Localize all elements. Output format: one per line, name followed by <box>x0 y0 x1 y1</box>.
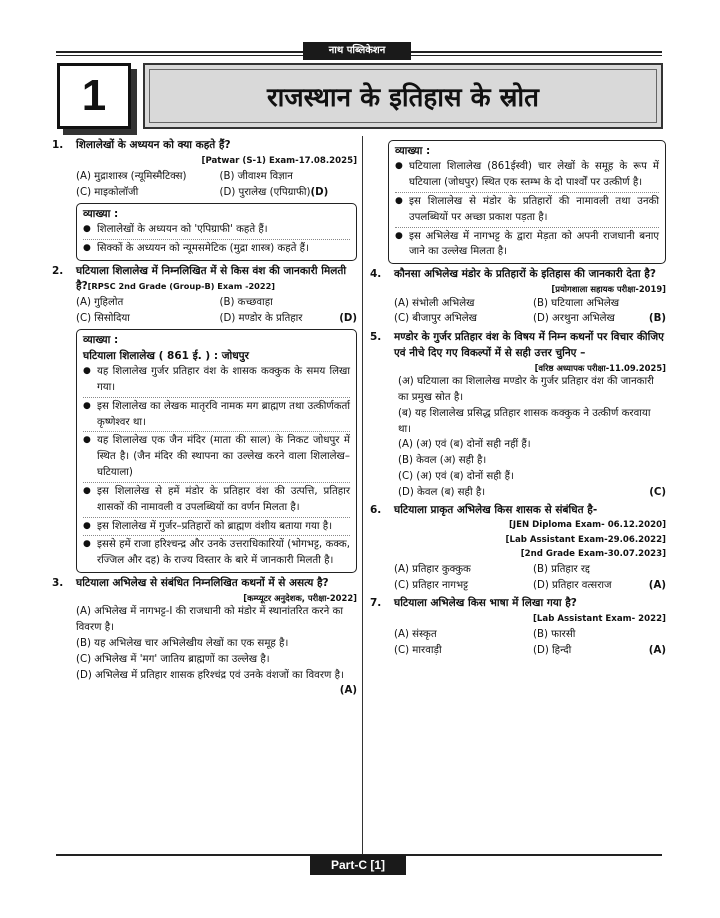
question-text: घटियाला अभिलेख किस भाषा में लिखा गया है? <box>394 597 577 610</box>
exam-source: [JEN Diploma Exam- 06.12.2020] <box>508 520 666 531</box>
question-number: 3. <box>52 576 64 589</box>
separator <box>83 517 350 518</box>
answer: (C) <box>649 486 666 498</box>
option-d-row <box>398 485 666 501</box>
options <box>394 562 666 594</box>
explanation-text: इस शिलालेख का लेखक मातृरवि नामक मग ब्राह्मण तथा उत्कीर्णकर्ता कृष्णेश्वर था। <box>97 400 350 428</box>
exam-source: [Lab Assistant Exam- 2022] <box>533 613 666 624</box>
bullet-icon: ● <box>83 520 91 531</box>
option-b: (B) यह अभिलेख चार अभिलेखीय लेखों का एक समूह है। <box>76 637 289 649</box>
option-d-row <box>533 311 666 327</box>
question-4 <box>370 267 666 295</box>
option-a: (A) संभोली अभिलेख <box>394 297 475 309</box>
option-b: (B) फारसी <box>533 629 576 641</box>
statement: (अ) घटियाला का शिलालेख मण्डोर के गुर्जर प्रतिहार वंश की जानकारी का प्रमुख स्रोत है। <box>398 376 654 404</box>
option-b: (B) जीवाश्म विज्ञान <box>219 171 293 183</box>
explanation-text: इस शिलालेख में गुर्जर–प्रतिहारों को ब्राह्मण वंशीय बताया गया है। <box>97 520 333 532</box>
bullet-icon: ● <box>83 485 91 496</box>
explanation-text: यह शिलालेख गुर्जर प्रतिहार वंश के शासक कक्कुक के समय लिखा गया। <box>97 366 350 394</box>
question-3 <box>52 576 357 604</box>
exam-source: [वरिष्ठ अध्यापक परीक्षा-11.09.2025] <box>534 362 666 373</box>
option-b: (B) केवल (अ) सही है। <box>398 455 487 467</box>
bullet-icon: ● <box>83 400 91 411</box>
question-7 <box>370 596 666 612</box>
option-d: (D) अरथुना अभिलेख <box>533 313 615 325</box>
explanation-item <box>83 399 350 431</box>
explanation-item <box>83 241 350 257</box>
option-d-row <box>533 643 666 659</box>
explanation-item <box>83 484 350 516</box>
explanation-text: सिक्कों के अध्ययन को न्यूमसमेटिक (मुद्रा शास्त्र) कहते हैं। <box>97 242 309 254</box>
explanation-text: यह शिलालेख एक जैन मंदिर (माता की साल) के निकट जोधपुर में स्थित है। (जैन मंदिर की स्थापना का उल्लेख करने वाला शिलालेख–घटियाला) <box>97 435 350 479</box>
option-c: (C) अभिलेख में 'मग' जातिय ब्राह्मणों का उल्लेख है। <box>76 653 270 665</box>
option-c: (C) बीजापुर अभिलेख <box>394 313 477 325</box>
options <box>394 296 666 328</box>
explanation-heading: व्याख्या : <box>83 333 119 346</box>
separator <box>395 192 659 193</box>
question-text-body: मण्डोर के गुर्जर प्रतिहार वंश के विषय में निम्न कथनों पर विचार कीजिए एवं नीचे दिए गए विकल्पों में से सही उत्तर चुनिए – <box>394 331 664 359</box>
question-number: 5. <box>370 331 382 344</box>
separator <box>395 227 659 228</box>
bullet-icon: ● <box>395 195 403 206</box>
explanation-text: इससे हमें राजा हरिश्चन्द्र और उनके उत्तराधिकारियों (भोगभट्ट, कक्क, रज्जिल और दह) के राज्य विस्तार के बारे में जानकारी मिलती है। <box>97 539 350 567</box>
column-divider <box>362 136 363 854</box>
option-a: (A) (अ) एवं (ब) दोनों सही नहीं हैं। <box>398 439 531 451</box>
option-a: (A) संस्कृत <box>394 629 437 641</box>
explanation-item <box>83 537 350 569</box>
options <box>394 627 666 659</box>
option-d: (D) मण्डोर के प्रतिहार <box>219 312 303 324</box>
explanation-text: घटियाला शिलालेख (861ईस्वी) चार लेखों के समूह के रूप में घटियाला (जोधपुर) स्थित एक स्तम्भ के दो पार्श्वों पर उत्कीर्ण है। <box>409 161 659 189</box>
question-number: 1. <box>52 139 64 151</box>
exam-source: [2nd Grade Exam-30.07.2023] <box>520 549 666 560</box>
explanation-item <box>395 194 659 226</box>
question-text: घटियाला प्राकृत अभिलेख किस शासक से संबंधित है- <box>394 503 598 516</box>
separator <box>83 535 350 536</box>
options <box>76 295 357 327</box>
explanation-item <box>83 222 350 238</box>
statement: (ब) यह शिलालेख प्रसिद्ध प्रतिहार शासक कक्कुक ने उत्कीर्ण करवाया था। <box>398 407 651 435</box>
question-text <box>394 330 666 374</box>
page-number: Part-C [1] <box>310 855 406 875</box>
option-a: (A) अभिलेख में नागभट्ट-I की राजधानी को मंडोर में स्थानांतरित करने का विवरण है। <box>76 606 343 634</box>
question-text: शिलालेखों के अध्ययन को क्या कहते हैं? <box>76 139 231 151</box>
question-number: 6. <box>370 503 382 516</box>
explanation-box <box>76 203 357 261</box>
option-c: (C) सिसोदिया <box>76 312 130 324</box>
question-text-body: कौनसा अभिलेख मंडोर के प्रतिहारों के इतिहास की जानकारी देता है? <box>394 268 656 281</box>
explanation-subheading: घटियाला शिलालेख ( 861 ई. ) : जोधपुर <box>83 349 249 362</box>
option-d-row <box>220 311 358 327</box>
option-d: (D) हिन्दी <box>533 644 572 656</box>
explanation-item <box>83 433 350 480</box>
answer: (A) <box>648 580 666 592</box>
chapter-title-box <box>143 63 663 129</box>
option-d-row <box>76 668 357 697</box>
option-c: (C) (अ) एवं (ब) दोनों सही हैं। <box>398 471 514 483</box>
question-1 <box>52 138 357 154</box>
explanation-item <box>395 229 659 261</box>
option-d: (D) पुरालेख (एपिग्राफी) <box>219 186 311 198</box>
exam-source: [Lab Assistant Exam-29.06.2022] <box>505 534 666 545</box>
bullet-icon: ● <box>83 435 91 446</box>
exam-source: [प्रयोगशाला सहायक परीक्षा-2019] <box>551 283 666 294</box>
separator <box>83 431 350 432</box>
answer: (D) <box>339 312 357 324</box>
question-text <box>76 576 357 604</box>
answer: (D) <box>310 186 329 198</box>
question-text-body: घटियाला अभिलेख से संबंधित निम्नलिखित कथनों में से असत्य है? <box>76 576 329 589</box>
option-a: (A) मुद्राशास्त्र (न्यूमिस्मैटिक्स) <box>76 171 187 183</box>
left-column <box>52 138 357 699</box>
explanation-text: इस शिलालेख से मंडोर के प्रतिहारों की नामावली तथा उनकी उपलब्धियों पर अच्छा प्रकाश पड़ता है। <box>409 195 659 223</box>
option-a: (A) प्रतिहार कुक्कुक <box>394 564 471 576</box>
exam-source: [कम्प्यूटर अनुदेशक, परीक्षा-2022] <box>243 592 357 603</box>
bullet-icon: ● <box>83 539 91 550</box>
option-c: (C) प्रतिहार नागभट्ट <box>394 580 469 592</box>
question-2 <box>52 264 357 296</box>
bullet-icon: ● <box>83 366 91 377</box>
separator <box>83 397 350 398</box>
question-text <box>394 267 666 295</box>
option-d: (D) अभिलेख में प्रतिहार शासक हरिश्चंद्र एवं उनके वंशजों का विवरण है। <box>76 669 344 681</box>
explanation-box <box>388 140 666 264</box>
exam-source: [Patwar (S-1) Exam-17.08.2025] <box>201 155 357 166</box>
bullet-icon: ● <box>83 223 91 234</box>
explanation-text: इस अभिलेख में नागभट्ट के द्वारा मेड़ता को अपनी राजधानी बनाए जाने का उल्लेख मिलता है। <box>409 230 659 258</box>
publisher-label: नाथ पब्लिकेशन <box>303 42 411 60</box>
option-d: (D) प्रतिहार वत्सराज <box>533 580 612 592</box>
question-number: 4. <box>370 268 382 281</box>
right-column <box>370 138 666 659</box>
explanation-item <box>395 159 659 191</box>
question-6 <box>370 503 666 519</box>
separator <box>83 482 350 483</box>
question-text-body: घटियाला शिलालेख में निम्नलिखित में से किस वंश की जानकारी मिलती है? <box>76 264 347 293</box>
answer: (A) <box>648 644 666 656</box>
explanation-heading: व्याख्या : <box>395 145 431 157</box>
options <box>76 169 357 201</box>
question-number: 2. <box>52 264 64 277</box>
bullet-icon: ● <box>395 230 403 241</box>
option-d: (D) केवल (ब) सही है। <box>398 486 486 498</box>
option-c: (C) माइकोलॉजी <box>76 186 139 198</box>
option-c: (C) मारवाड़ी <box>394 644 442 656</box>
chapter-number: 1 <box>57 63 131 129</box>
option-b: (B) कच्छवाहा <box>219 297 273 309</box>
explanation-text: शिलालेखों के अध्ययन को 'एपिग्राफी' कहते हैं। <box>97 223 268 235</box>
explanation-heading: व्याख्या : <box>83 207 119 220</box>
answer: (A) <box>339 685 357 697</box>
question-5 <box>370 330 666 374</box>
chapter-title: राजस्थान के इतिहास के स्रोत <box>266 83 539 113</box>
bullet-icon: ● <box>83 242 91 253</box>
answer: (B) <box>648 313 666 325</box>
question-number: 7. <box>370 597 382 610</box>
exam-source: [RPSC 2nd Grade (Group-B) Exam -2022] <box>87 281 276 292</box>
option-d-row <box>220 185 358 201</box>
explanation-item <box>83 364 350 396</box>
option-d-row <box>533 578 666 594</box>
explanation-item <box>83 519 350 535</box>
bullet-icon: ● <box>395 161 403 172</box>
option-b: (B) प्रतिहार रद्द <box>533 564 590 576</box>
separator <box>83 239 350 240</box>
question-text <box>76 264 357 296</box>
option-a: (A) गुहिलोत <box>76 297 124 309</box>
explanation-text: इस शिलालेख से हमें मंडोर के प्रतिहार वंश की उत्पत्ति, प्रतिहार शासकों की नामावली व उपलब्धियों का वर्णन मिलता है। <box>97 485 350 513</box>
explanation-box <box>76 329 357 573</box>
option-b: (B) घटियाला अभिलेख <box>533 297 620 309</box>
